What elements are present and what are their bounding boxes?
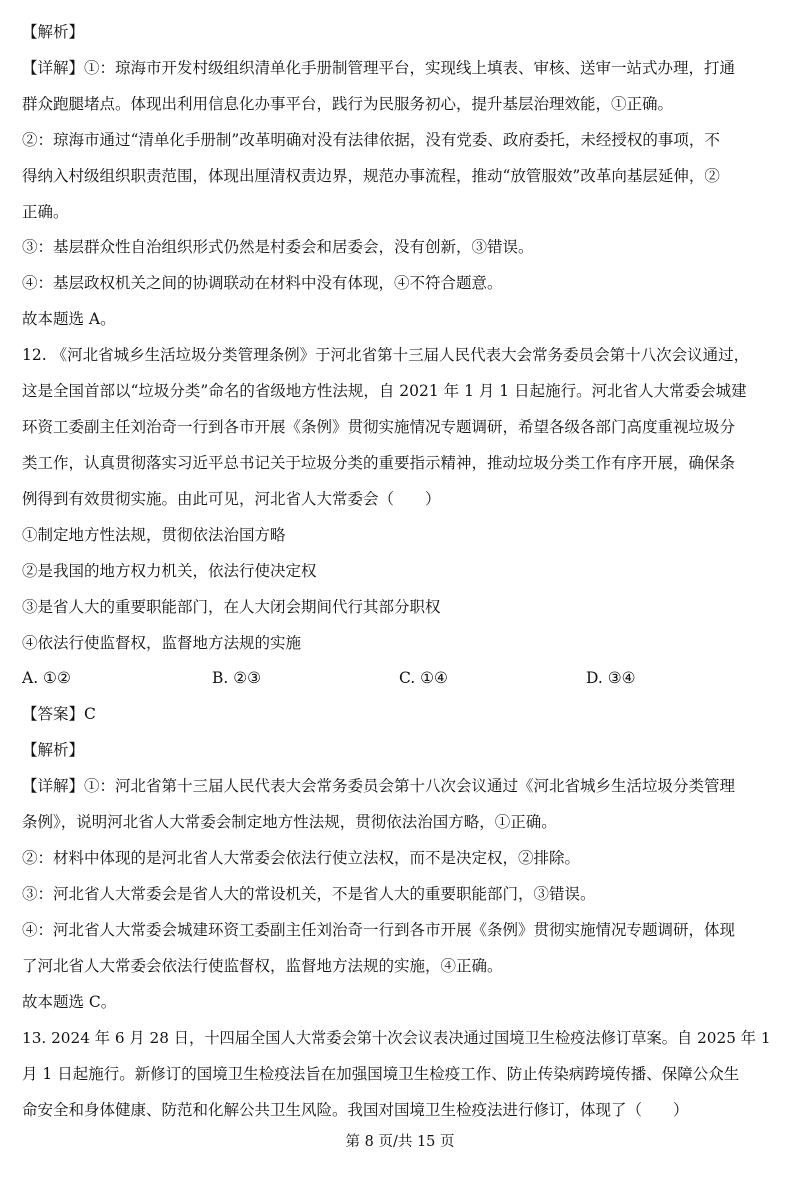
q11-point-4: ④：基层政权机关之间的协调联动在材料中没有体现，④不符合题意。 [22,274,503,292]
q11-detail-line-2: 群众跑腿堵点。体现出利用信息化办事平台，践行为民服务初心，提升基层治理效能，①正确。 [22,95,674,113]
q12-options [22,667,778,689]
q12-item-4: ④依法行使监督权，监督地方法规的实施 [22,634,302,652]
q11-detail-line-1: 【详解】①：琼海市开发村级组织清单化手册制管理平台，实现线上填表、审核、送审一站式办理，打通 [22,59,736,77]
q13-stem-line-3: 命安全和身体健康、防范和化解公共卫生风险。我国对国境卫生检疫法进行修订，体现了（ ） [22,1101,689,1119]
q11-point-2-line-3: 正确。 [22,203,69,221]
q12-conclusion: 故本题选 C。 [22,993,117,1011]
q12-stem-line-5: 例得到有效贯彻实施。由此可见，河北省人大常委会（ ） [22,490,441,508]
q13-stem-line-1: 13. 2024 年 6 月 28 日，十四届全国人大常委会第十次会议表决通过国境卫生检疫法修订草案。自 2025 年 1 [22,1029,771,1047]
q12-item-1: ①制定地方性法规，贯彻依法治国方略 [22,526,286,544]
q11-point-2-line-2: 得纳入村级组织职责范围，体现出厘清权责边界，规范办事流程，推动“放管服效”改革向基层延伸，② [22,167,720,185]
q12-option-d: D. ③④ [586,669,636,687]
q13-stem-line-2: 月 1 日起施行。新修订的国境卫生检疫法旨在加强国境卫生检疫工作、防止传染病跨境传播、保障公众生 [22,1065,740,1083]
q11-conclusion: 故本题选 A。 [22,310,116,328]
q12-point-2: ②：材料中体现的是河北省人大常委会依法行使立法权，而不是决定权，②排除。 [22,849,581,867]
q11-point-3: ③：基层群众性自治组织形式仍然是村委会和居委会，没有创新，③错误。 [22,238,534,256]
q12-option-a: A. ①② [22,669,71,687]
q12-option-b: B. ②③ [212,669,262,687]
q12-point-3: ③：河北省人大常委会是省人大的常设机关，不是省人大的重要职能部门，③错误。 [22,885,596,903]
q12-stem-line-4: 类工作，认真贯彻落实习近平总书记关于垃圾分类的重要指示精神，推动垃圾分类工作有序开展，确保条 [22,454,736,472]
q12-answer: 【答案】C [22,705,96,723]
q12-item-3: ③是省人大的重要职能部门，在人大闭会期间代行其部分职权 [22,598,441,616]
q12-item-2: ②是我国的地方权力机关，依法行使决定权 [22,562,317,580]
q11-point-2-line-1: ②：琼海市通过“清单化手册制”改革明确对没有法律依据，没有党委、政府委托，未经授权的事项，不 [22,131,720,149]
q12-point-4-line-1: ④：河北省人大常委会城建环资工委副主任刘治奇一行到各市开展《条例》贯彻实施情况专题调研，体现 [22,921,736,939]
q12-point-4-line-2: 了河北省人大常委会依法行使监督权，监督地方法规的实施，④正确。 [22,957,503,975]
q12-analysis-heading: 【解析】 [22,741,85,759]
q12-detail-line-2: 条例》，说明河北省人大常委会制定地方性法规，贯彻依法治国方略，①正确。 [22,813,557,831]
q12-option-c: C. ①④ [399,669,448,687]
q12-stem-line-3: 环资工委副主任刘治奇一行到各市开展《条例》贯彻实施情况专题调研，希望各级各部门高度重视垃圾分 [22,418,736,436]
q11-analysis-heading: 【解析】 [22,23,85,41]
q12-stem-line-1: 12. 《河北省城乡生活垃圾分类管理条例》于河北省第十三届人民代表大会常务委员会第十八次会议通过， [22,346,750,364]
q12-stem-line-2: 这是全国首部以“垃圾分类”命名的省级地方性法规，自 2021 年 1 月 1 日起施行。河北省人大常委会城建 [22,382,747,400]
page-footer: 第 8 页/共 15 页 [345,1134,455,1150]
q12-detail-line-1: 【详解】①：河北省第十三届人民代表大会常务委员会第十八次会议通过《河北省城乡生活垃圾分类管理 [22,777,736,795]
